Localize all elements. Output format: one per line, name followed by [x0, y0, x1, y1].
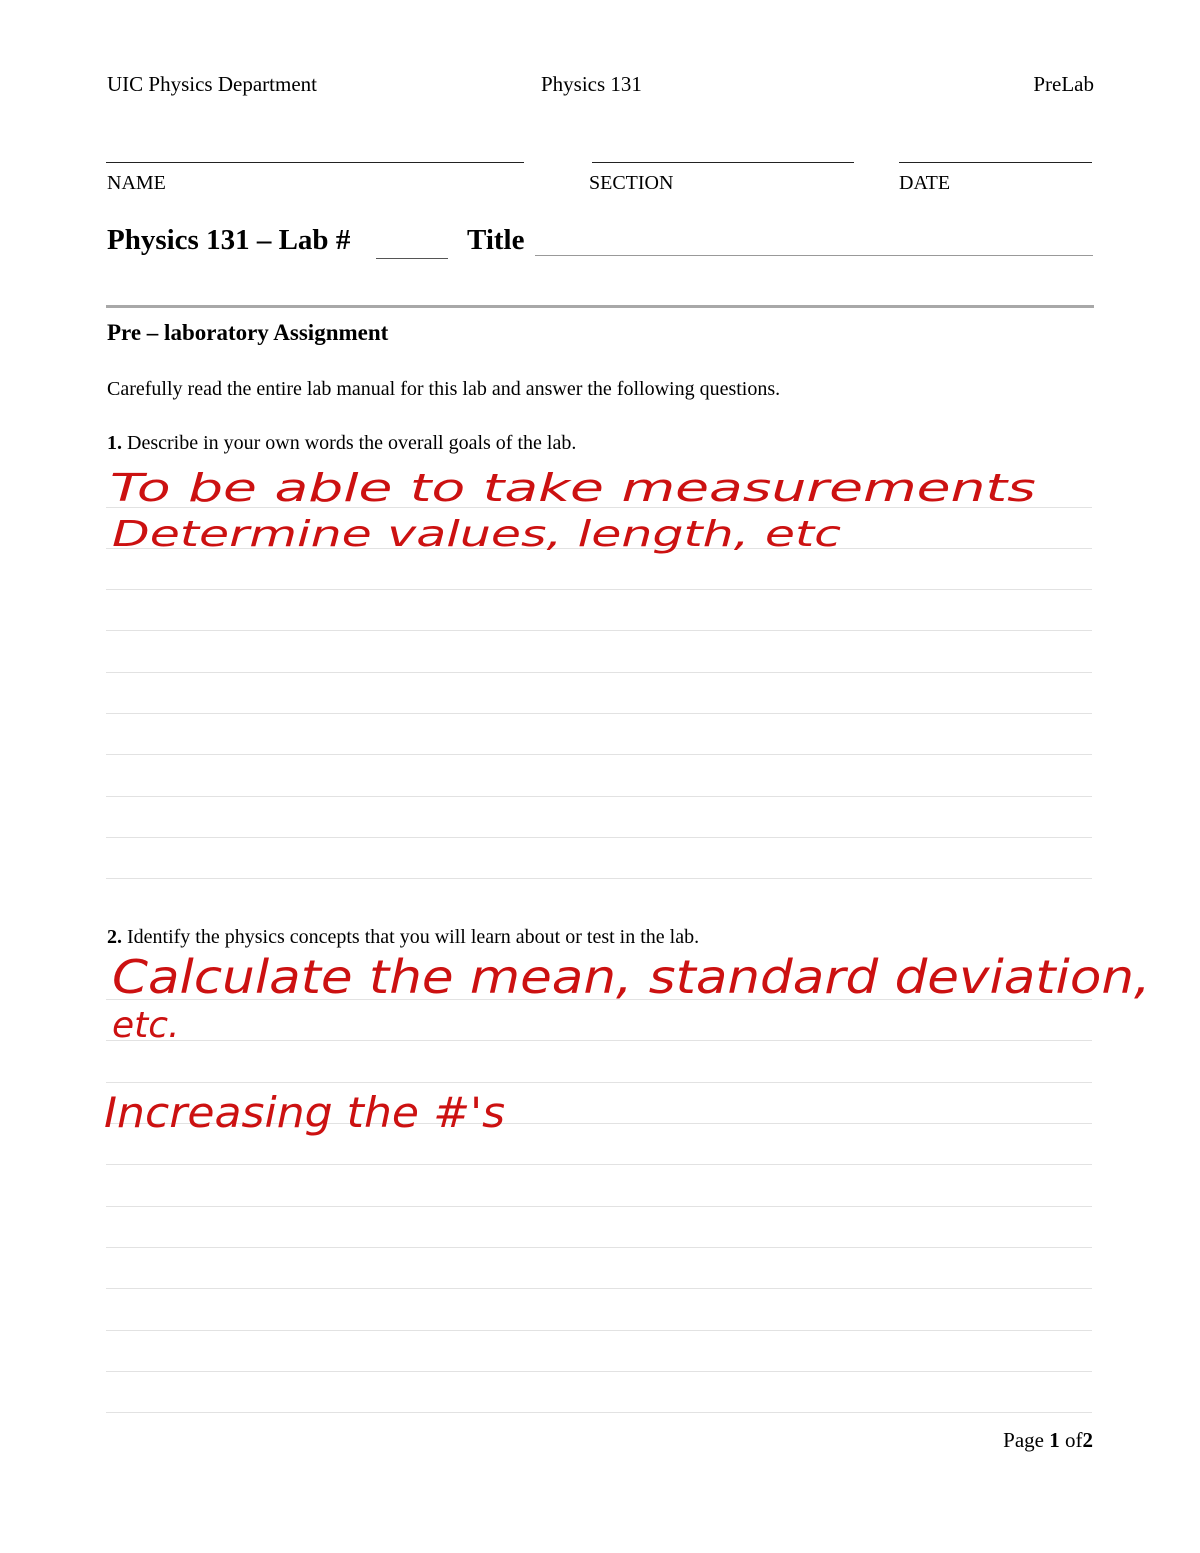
- handwritten-answer-2-line-2: etc.: [112, 1005, 180, 1046]
- question-1-text: Describe in your own words the overall goals of the lab.: [127, 432, 577, 454]
- current-page: 1: [1049, 1428, 1060, 1452]
- handwritten-answer-2-line-1: Calculate the mean, standard deviation,: [112, 950, 1151, 1004]
- answer-line[interactable]: [106, 1371, 1092, 1372]
- question-1: [107, 432, 576, 455]
- answer-line[interactable]: [106, 1330, 1092, 1331]
- name-label: NAME: [107, 172, 166, 194]
- answer-line[interactable]: [106, 1288, 1092, 1289]
- date-label: DATE: [899, 172, 951, 194]
- answer-line[interactable]: [106, 837, 1092, 838]
- answer-line[interactable]: [106, 878, 1092, 879]
- header-department: UIC Physics Department: [107, 72, 317, 96]
- section-label: SECTION: [589, 172, 674, 194]
- answer-line[interactable]: [106, 796, 1092, 797]
- section-blank-line[interactable]: [592, 162, 854, 163]
- title-blank-line[interactable]: [535, 255, 1093, 256]
- title-label: Title: [467, 224, 525, 256]
- handwritten-answer-1-line-1: To be able to take measurements: [110, 466, 1036, 510]
- page-number: [1003, 1428, 1093, 1453]
- question-2-number: 2.: [107, 926, 122, 948]
- answer-line[interactable]: [106, 1412, 1092, 1413]
- answer-line[interactable]: [106, 1164, 1092, 1165]
- handwritten-answer-1-line-2: Determine values, length, etc: [112, 514, 842, 555]
- answer-line[interactable]: [106, 1247, 1092, 1248]
- handwritten-answer-2-line-3: Increasing the #'s: [104, 1088, 506, 1137]
- of-word: of: [1065, 1428, 1083, 1452]
- answer-line[interactable]: [106, 1082, 1092, 1083]
- question-2: [107, 926, 699, 949]
- question-2-text: Identify the physics concepts that you will learn about or test in the lab.: [127, 926, 700, 948]
- name-blank-line[interactable]: [106, 162, 524, 163]
- assignment-intro: Carefully read the entire lab manual for this lab and answer the following questions.: [107, 378, 781, 400]
- answer-line[interactable]: [106, 589, 1092, 590]
- answer-line[interactable]: [106, 1040, 1092, 1041]
- assignment-heading: Pre – laboratory Assignment: [107, 320, 389, 345]
- page-word: Page: [1003, 1428, 1044, 1452]
- header-course: Physics 131: [541, 72, 642, 96]
- lab-number-heading: Physics 131 – Lab #: [107, 224, 351, 256]
- answer-line[interactable]: [106, 754, 1092, 755]
- answer-line[interactable]: [106, 713, 1092, 714]
- answer-line[interactable]: [106, 630, 1092, 631]
- header-doc-type: PreLab: [1033, 72, 1094, 96]
- question-1-number: 1.: [107, 432, 122, 454]
- answer-line[interactable]: [106, 1206, 1092, 1207]
- lab-number-blank-line[interactable]: [376, 258, 448, 259]
- answer-line[interactable]: [106, 672, 1092, 673]
- total-pages: 2: [1082, 1428, 1093, 1452]
- section-divider: [106, 305, 1094, 308]
- date-blank-line[interactable]: [899, 162, 1092, 163]
